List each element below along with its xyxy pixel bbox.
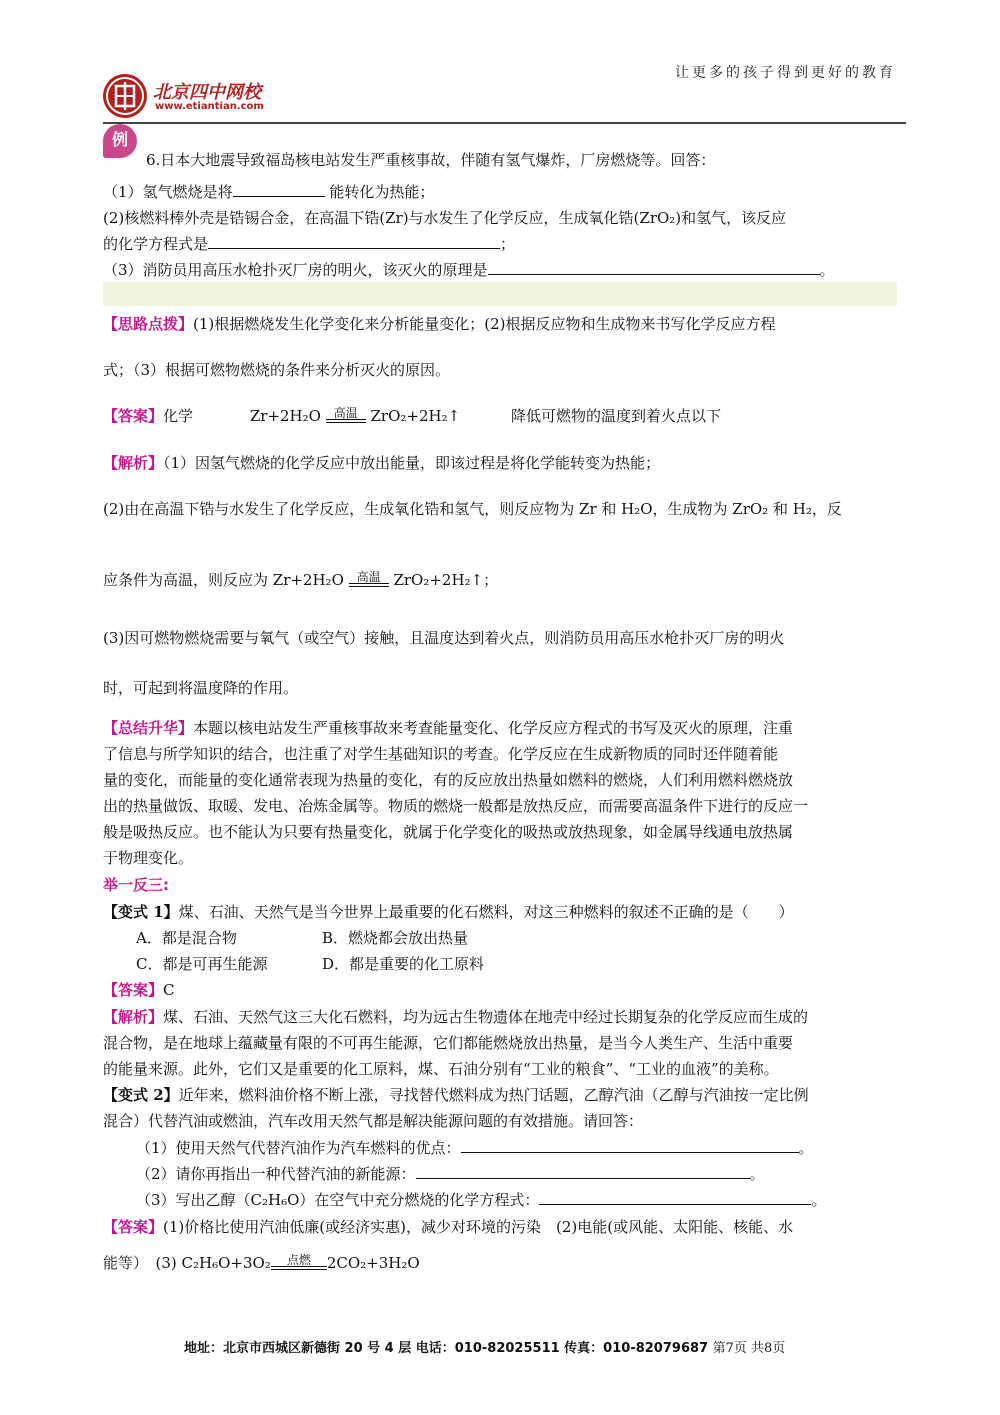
summary-line4: 出的热量做饭、取暖、发电、冶炼金属等。物质的燃烧一般都是放热反应，而需要高温条件下进行的反应一 bbox=[103, 797, 809, 815]
answer-3: 降低可燃物的温度到着火点以下 bbox=[510, 407, 721, 425]
variant-2-text: 近年来，燃料油价格不断上涨，寻找替代燃料成为热门话题，乙醇汽油（乙醇与汽油按一定比例 bbox=[178, 1086, 809, 1104]
variant-2-answer-text: (1)价格比使用汽油低廉(或经济实惠)，减少对环境的污染 (2)电能(或风能、太阳能、核能、水 bbox=[163, 1218, 794, 1236]
answer-blank[interactable] bbox=[416, 1164, 750, 1179]
option-b[interactable]: B．燃烧都会放出热量 bbox=[322, 929, 469, 947]
equation-right: ZrO₂+2H₂↑ bbox=[370, 407, 461, 425]
variant-1-answer-value: C bbox=[163, 981, 175, 999]
page-footer bbox=[184, 1337, 785, 1356]
logo-url: www.etiantian.com bbox=[155, 101, 264, 112]
summary-line5: 般是吸热反应。也不能认为只要有热量变化，就属于化学变化的吸热或放热现象，如金属导线通电放热属 bbox=[103, 823, 794, 841]
hint-line2: 式；（3）根据可燃物燃烧的条件来分析灭火的原因。 bbox=[103, 361, 451, 379]
hint-text: (1)根据燃烧发生化学变化来分析能量变化；(2)根据反应物和生成物来书写化学反应方程 bbox=[193, 315, 776, 333]
header-divider bbox=[103, 122, 906, 124]
equation-left: Zr+2H₂O bbox=[249, 407, 321, 425]
reaction-condition bbox=[271, 1254, 327, 1270]
summary-tag: 【总结升华】 bbox=[103, 719, 194, 737]
answer-tag: 【答案】 bbox=[103, 1218, 164, 1236]
variant-1-analysis2: 混合物，是在地球上蕴藏量有限的不可再生能源，它们都能燃烧放出热量，是当今人类生产、生活中重要 bbox=[103, 1034, 794, 1052]
variant-2-line1 bbox=[103, 1085, 903, 1105]
variant-1-question bbox=[103, 902, 903, 922]
variant-2-answer1 bbox=[103, 1217, 903, 1237]
question-stem: 6.日本大地震导致福岛核电站发生严重核事故，伴随有氢气爆炸，厂房燃烧等。回答： bbox=[146, 151, 716, 169]
analysis-p3: (3)因可燃物燃烧需要与氧气（或空气）接触，且温度达到着火点，则消防员用高压水枪扑灭厂房的明火 bbox=[103, 629, 785, 647]
answer-1: 化学 bbox=[163, 407, 194, 425]
reaction-condition bbox=[326, 407, 366, 423]
answer-blank[interactable] bbox=[488, 260, 820, 275]
analysis-p2b bbox=[103, 570, 903, 591]
reaction-condition-text: 点燃 bbox=[286, 1253, 311, 1267]
analysis-p2b-text: 应条件为高温，则反应为 Zr+2H₂O bbox=[103, 571, 344, 589]
answer-line bbox=[103, 406, 903, 427]
answer-tag: 【答案】 bbox=[103, 981, 164, 999]
analysis-p2b-right: ZrO₂+2H₂↑； bbox=[393, 571, 499, 589]
analysis-text: （1）因氢气燃烧的化学反应中放出能量，即该过程是将化学能转变为热能； bbox=[163, 454, 661, 472]
answer-blank[interactable] bbox=[461, 1138, 799, 1153]
question-part-3 bbox=[103, 260, 903, 280]
variant-2-answer-equation-left: 能等） (3) C₂H₆O+3O₂ bbox=[103, 1254, 271, 1272]
summary-line1 bbox=[103, 718, 903, 738]
summary-text: 本题以核电站发生严重核事故来考查能量变化、化学反应方程式的书写及灭火的原理，注重 bbox=[193, 719, 794, 737]
variant-1-tag: 【变式 1】 bbox=[103, 903, 179, 921]
variant-2-q3-end: 。 bbox=[811, 1191, 827, 1209]
analysis-tag: 【解析】 bbox=[103, 1008, 164, 1026]
variant-1-answer bbox=[103, 980, 903, 1000]
option-d[interactable]: D．都是重要的化工原料 bbox=[322, 955, 485, 973]
analysis-tag: 【解析】 bbox=[103, 454, 164, 472]
page-number: 第7页 共8页 bbox=[712, 1341, 786, 1356]
example-badge: 例 bbox=[103, 124, 137, 158]
answer-blank[interactable] bbox=[233, 182, 325, 197]
variant-2-q2-end: 。 bbox=[749, 1165, 765, 1183]
variant-2-q2 bbox=[136, 1164, 936, 1184]
logo-emblem-icon bbox=[103, 74, 147, 118]
variant-2-line2: 混合）代替汽油或燃油，汽车改用天然气都是解决能源问题的有效措施。请回答： bbox=[103, 1112, 644, 1130]
question-part-1-text: （1）氢气燃烧是将 bbox=[103, 183, 233, 201]
variant-2-tag: 【变式 2】 bbox=[103, 1086, 179, 1104]
footer-address: 地址：北京市西城区新德街 20 号 4 层 电话：010-82025511 传真：010-82079687 bbox=[184, 1341, 709, 1356]
variant-2-answer2 bbox=[103, 1253, 903, 1274]
option-c[interactable]: C．都是可再生能源 bbox=[136, 955, 268, 973]
hint-line1 bbox=[103, 314, 903, 334]
option-a[interactable]: A．都是混合物 bbox=[136, 929, 237, 947]
site-logo bbox=[103, 72, 293, 122]
reaction-condition-text: 高温 bbox=[356, 570, 381, 584]
reaction-condition bbox=[349, 571, 389, 587]
analysis-p1 bbox=[103, 453, 903, 473]
question-part-1 bbox=[103, 182, 903, 202]
question-part-3-text: （3）消防员用高压水枪扑灭厂房的明火，该灭火的原理是 bbox=[103, 261, 488, 279]
question-part-2-line2 bbox=[103, 234, 903, 254]
variant-1-analysis3: 的能量来源。此外，它们又是重要的化工原料，煤、石油分别有“工业的粮食”、“工业的血液”的美称。 bbox=[103, 1060, 779, 1078]
variant-1-text: 煤、石油、天然气是当今世界上最重要的化石燃料，对这三种燃料的叙述不正确的是（ ） bbox=[178, 903, 794, 921]
header-slogan: 让更多的孩子得到更好的教育 bbox=[675, 65, 896, 81]
logo-name: 北京四中网校 bbox=[153, 82, 261, 103]
summary-line6: 于物理变化。 bbox=[103, 849, 194, 867]
answer-blank[interactable] bbox=[208, 234, 500, 249]
question-part-2-line1: (2)核燃料棒外壳是锆锡合金，在高温下锆(Zr)与水发生了化学反应，生成氧化锆(ZrO₂)和氢气，该反应 bbox=[103, 209, 787, 227]
hint-tag: 【思路点拨】 bbox=[103, 315, 194, 333]
answer-area-band bbox=[103, 282, 897, 306]
question-part-3-end: 。 bbox=[819, 261, 835, 279]
summary-line2: 了信息与所学知识的结合，也注重了对学生基础知识的考查。化学反应在生成新物质的同时还伴随着能 bbox=[103, 745, 779, 763]
practice-title: 举一反三: bbox=[103, 876, 169, 894]
variant-1-options-row1 bbox=[136, 928, 936, 948]
reaction-condition-text: 高温 bbox=[333, 406, 358, 420]
variant-2-q1-text: （1）使用天然气代替汽油作为汽车燃料的优点： bbox=[136, 1139, 461, 1157]
variant-2-q1 bbox=[136, 1138, 936, 1158]
analysis-p3b: 时，可起到将温度降的作用。 bbox=[103, 679, 299, 697]
variant-2-q3-text: （3）写出乙醇（C₂H₆O）在空气中充分燃烧的化学方程式： bbox=[136, 1191, 540, 1209]
variant-1-analysis-text: 煤、石油、天然气这三大化石燃料，均为远古生物遗体在地壳中经过长期复杂的化学反应而生成的 bbox=[163, 1008, 809, 1026]
question-part-1-end: 能转化为热能； bbox=[329, 183, 435, 201]
answer-blank[interactable] bbox=[539, 1190, 811, 1205]
variant-1-analysis1 bbox=[103, 1007, 903, 1027]
summary-line3: 量的变化，而能量的变化通常表现为热量的变化，有的反应放出热量如燃料的燃烧，人们利用燃料燃烧放 bbox=[103, 771, 794, 789]
variant-1-options-row2 bbox=[136, 954, 936, 974]
variant-2-q3 bbox=[136, 1190, 936, 1210]
variant-2-answer-equation-right: 2CO₂+3H₂O bbox=[326, 1254, 420, 1272]
variant-2-q2-text: （2）请你再指出一种代替汽油的新能源： bbox=[136, 1165, 416, 1183]
analysis-p2: (2)由在高温下锆与水发生了化学反应，生成氧化锆和氢气，则反应物为 Zr 和 H₂O，生成物为 ZrO₂ 和 H₂，反 bbox=[103, 500, 842, 518]
question-part-2-text: 的化学方程式是 bbox=[103, 235, 209, 253]
variant-2-q1-end: 。 bbox=[798, 1139, 814, 1157]
question-part-2-end: ； bbox=[500, 235, 516, 253]
answer-tag: 【答案】 bbox=[103, 407, 164, 425]
